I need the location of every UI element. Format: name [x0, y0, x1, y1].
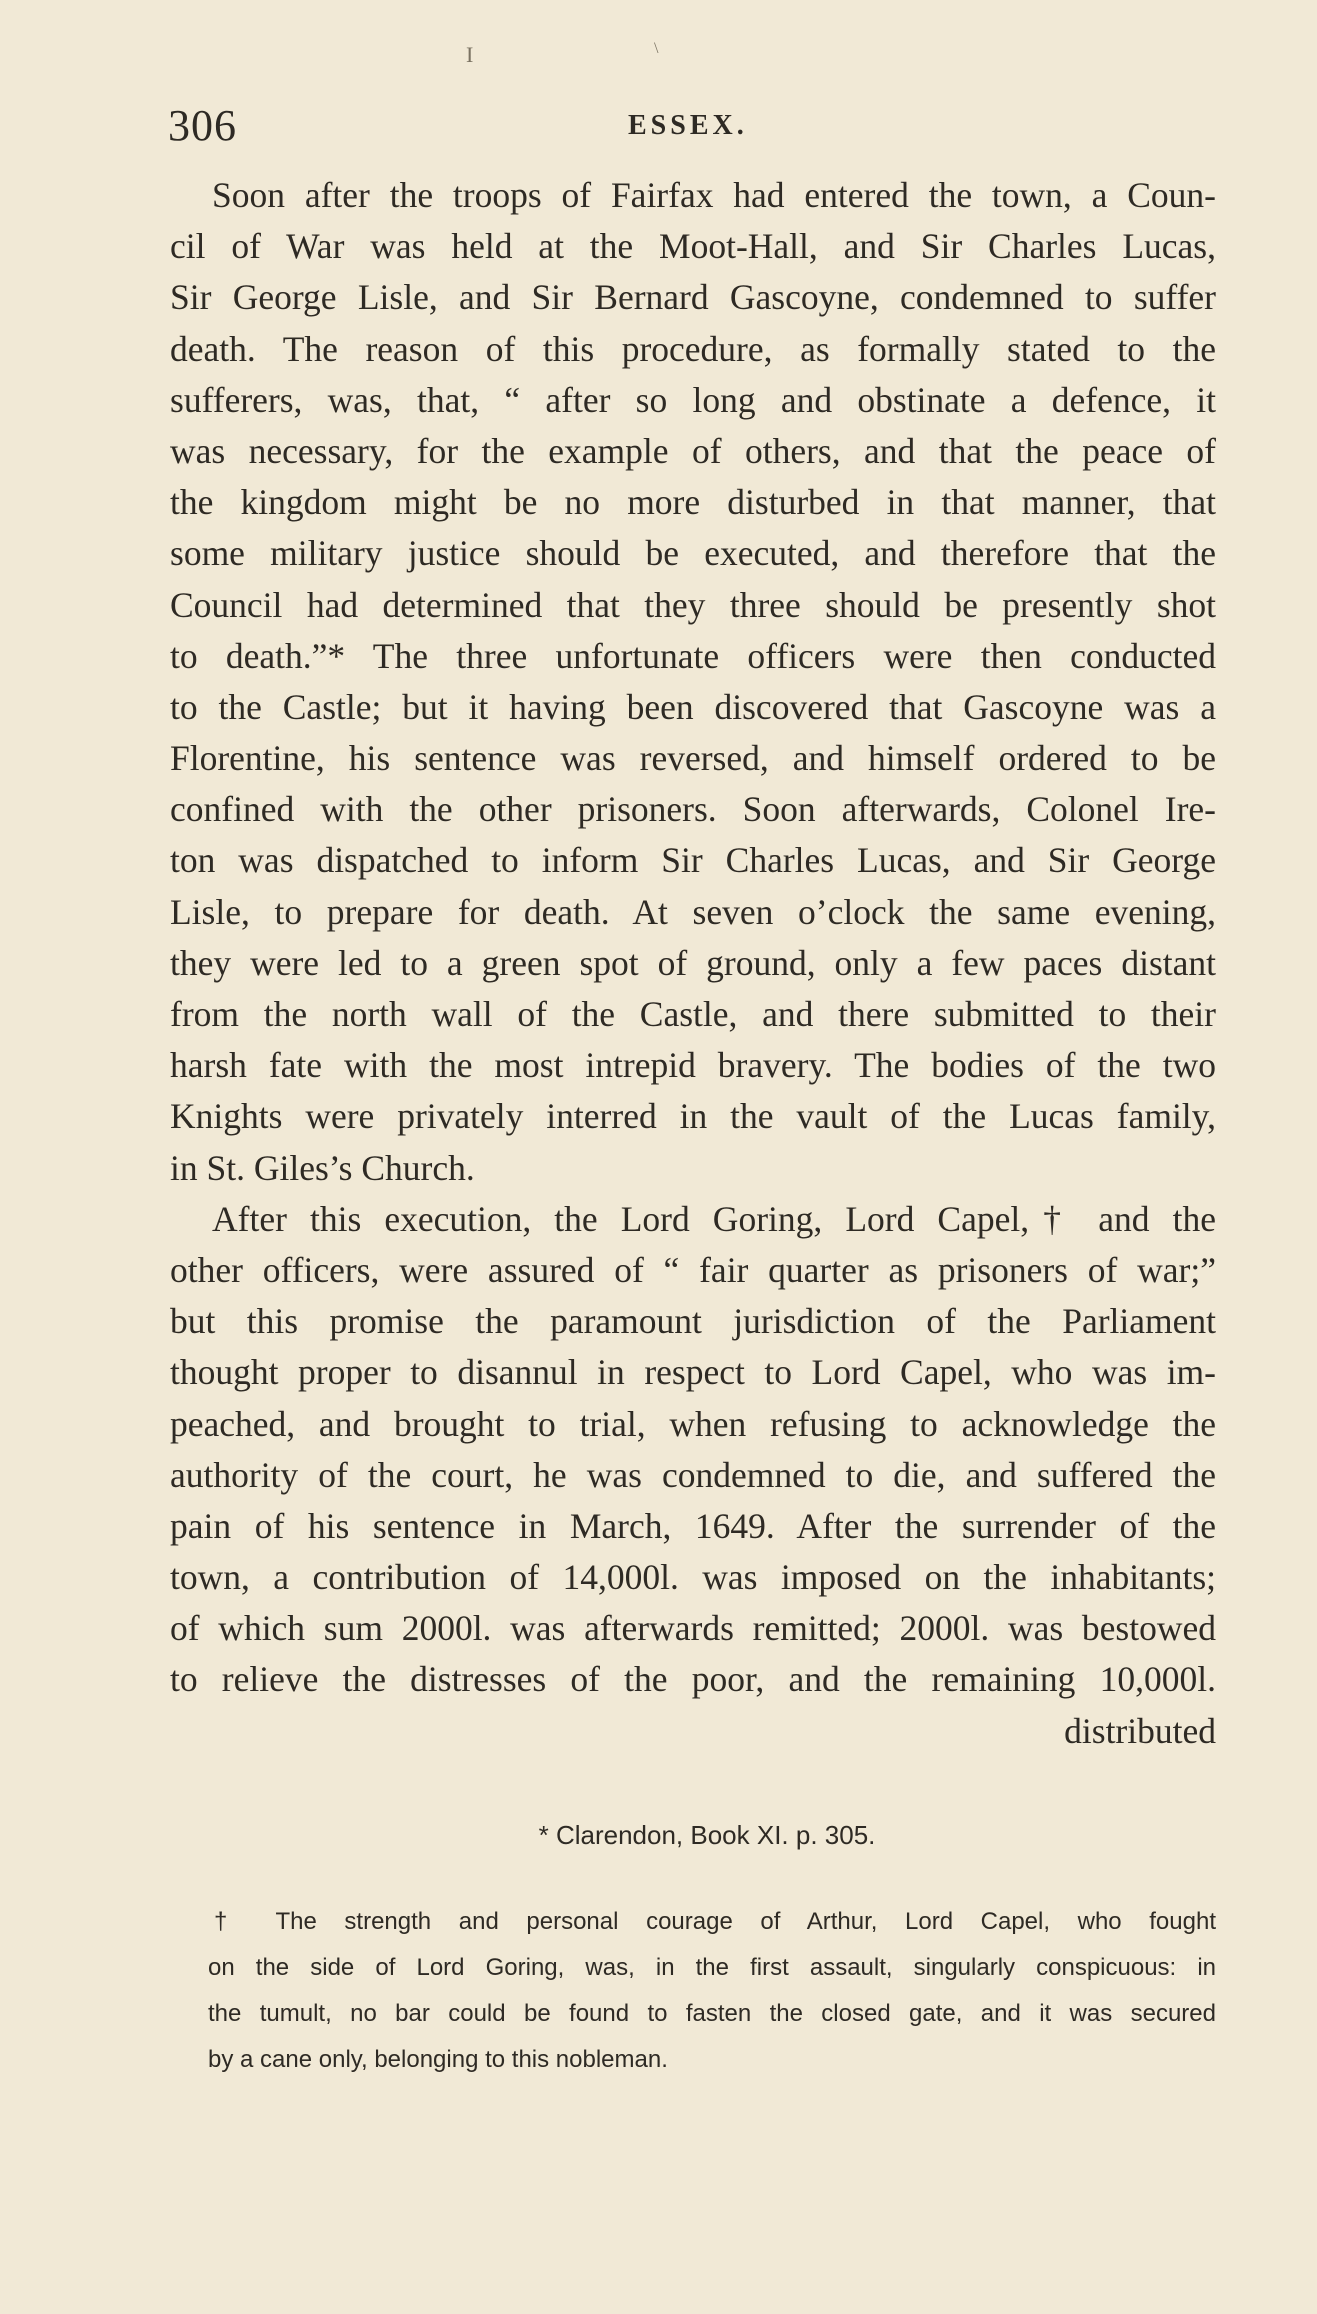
catchword: distributed	[1064, 1710, 1216, 1751]
text-line: town, a contribution of 14,000l. was imposed on the inhabitants;	[170, 1557, 1216, 1598]
text-line: in St. Giles’s Church.	[170, 1147, 475, 1188]
text-line: was necessary, for the example of others, and that the peace of	[170, 430, 1216, 471]
text-line: sufferers, was, that, “ after so long and obstinate a defence, it	[170, 379, 1216, 420]
text-line: from the north wall of the Castle, and there submitted to their	[170, 994, 1216, 1034]
text-line: Council had determined that they three should be presently shot	[170, 584, 1216, 625]
text-line: but this promise the paramount jurisdiction of the Parliament	[170, 1301, 1216, 1342]
text-line: Lisle, to prepare for death. At seven o’clock the same evening,	[170, 891, 1216, 932]
footnote-line: † The strength and personal courage of Arthur, Lord Capel, who fought	[214, 1908, 1216, 1935]
text-line: confined with the other prisoners. Soon afterwards, Colonel Ire-	[170, 789, 1216, 830]
footnote-clarendon: * Clarendon, Book XI. p. 305.	[538, 1820, 876, 1850]
running-head: ESSEX.	[628, 110, 748, 141]
page-number: 306	[168, 101, 237, 150]
text-line: death. The reason of this procedure, as formally stated to the	[170, 328, 1216, 369]
margin-mark: I	[466, 42, 474, 67]
text-line: to the Castle; but it having been discovered that Gascoyne was a	[170, 686, 1216, 727]
text-line: harsh fate with the most intrepid bravery. The bodies of the two	[170, 1045, 1216, 1086]
text-line: Knights were privately interred in the vault of the Lucas family,	[170, 1096, 1216, 1137]
text-line: cil of War was held at the Moot-Hall, and Sir Charles Lucas,	[170, 226, 1216, 267]
text-line: ton was dispatched to inform Sir Charles Lucas, and Sir George	[170, 840, 1216, 881]
footnotes	[208, 1815, 1216, 2083]
text-line: pain of his sentence in March, 1649. After the surrender of the	[170, 1505, 1216, 1546]
text-line: some military justice should be executed, and therefore that the	[170, 533, 1216, 574]
text-line: the kingdom might be no more disturbed in that manner, that	[170, 482, 1216, 523]
text-line: of which sum 2000l. was afterwards remitted; 2000l. was bestowed	[170, 1608, 1216, 1649]
text-line: to relieve the distresses of the poor, and the remaining 10,000l.	[170, 1659, 1216, 1700]
text-line: other officers, were assured of “ fair quarter as prisoners of war;”	[170, 1249, 1216, 1290]
text-line: Soon after the troops of Fairfax had entered the town, a Coun-	[212, 175, 1216, 215]
text-line: authority of the court, he was condemned to die, and suffered the	[170, 1454, 1216, 1495]
text-line: they were led to a green spot of ground, only a few paces distant	[170, 942, 1216, 983]
text-line: thought proper to disannul in respect to Lord Capel, who was im-	[170, 1352, 1216, 1393]
footnote-line: by a cane only, belonging to this nobleman.	[208, 2046, 668, 2073]
text-line: Sir George Lisle, and Sir Bernard Gascoyne, condemned to suffer	[170, 277, 1216, 318]
body-text	[170, 170, 1216, 1757]
text-line: Florentine, his sentence was reversed, and himself ordered to be	[170, 738, 1216, 779]
footnote-line: on the side of Lord Goring, was, in the first assault, singularly conspicuous: in	[208, 1954, 1216, 1981]
text-line: peached, and brought to trial, when refusing to acknowledge the	[170, 1403, 1216, 1444]
text-line: After this execution, the Lord Goring, Lord Capel,† and the	[212, 1198, 1216, 1239]
margin-mark: \	[654, 40, 659, 57]
text-line: to death.”* The three unfortunate officers were then conducted	[170, 635, 1216, 676]
footnote-line: the tumult, no bar could be found to fasten the closed gate, and it was secured	[208, 2000, 1216, 2027]
